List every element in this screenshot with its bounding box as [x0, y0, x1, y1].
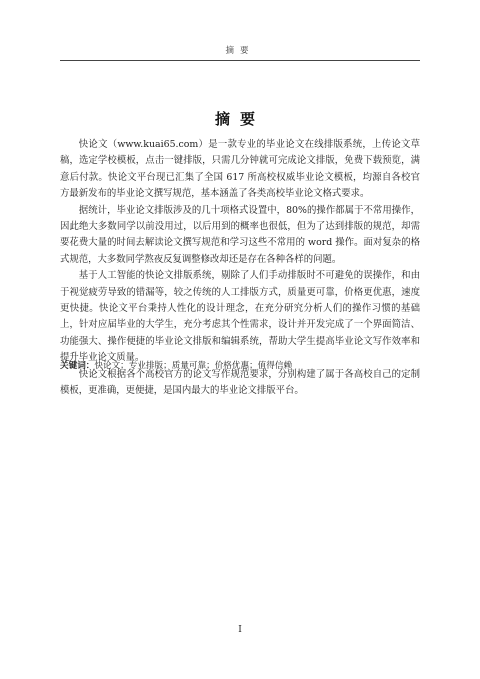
keywords-line	[60, 359, 420, 373]
abstract-paragraph-2: 据统计，毕业论文排版涉及的几十项格式设置中，80%的操作都属于不常用操作，因此绝大多数同学以前没用过，以后用到的概率也很低，但为了达到排版的规范，却需要花费大量的时间去解读论文撰写规范和学习这些不常用的 word 操作。面对复杂的格式规范，大多数同学熬夜反复调整修改却还是存在各种各样的问题。	[60, 204, 420, 265]
abstract-paragraph-1: 快论文（www.kuai65.com）是一款专业的毕业论文在线排版系统，上传论文草稿，选定学校模板，点击一键排版，只需几分钟就可完成论文排版，免费下载预览，满意后付款。快论文平台现已汇集了全国 617 所高校权威毕业论文模板，均源自各校官方最新发布的毕业论文撰写规范，基本涵盖了各类高校毕业论文格式要求。	[60, 139, 420, 200]
keywords-text: 快论文；专业排版；质量可靠；价格优惠；值得信赖	[94, 361, 293, 371]
running-header: 摘要	[225, 46, 255, 56]
header-rule	[60, 60, 420, 61]
abstract-paragraph-3: 基于人工智能的快论文排版系统，剔除了人们手动排版时不可避免的误操作，和由于视觉疲劳导致的错漏等，较之传统的人工排版方式，质量更可靠，价格更优惠，速度更快捷。快论文平台秉持人性化的设计理念，在充分研究分析人们的操作习惯的基础上，针对应届毕业的大学生，充分考虑其个性需求，设计并开发完成了一个界面简洁、功能强大、操作便捷的毕业论文排版和编辑系统，帮助大学生提高毕业论文写作效率和提升毕业论文质量。	[60, 270, 420, 364]
page-number: I	[238, 625, 242, 635]
keywords-label: 关键词：	[60, 361, 95, 371]
abstract-paragraph-4: 快论文根据各个高校官方的论文写作规范要求，分别构建了属于各高校自己的定制模板，更准确，更便捷，是国内最大的毕业论文排版平台。	[60, 368, 420, 397]
page-title: 摘要	[214, 110, 265, 128]
